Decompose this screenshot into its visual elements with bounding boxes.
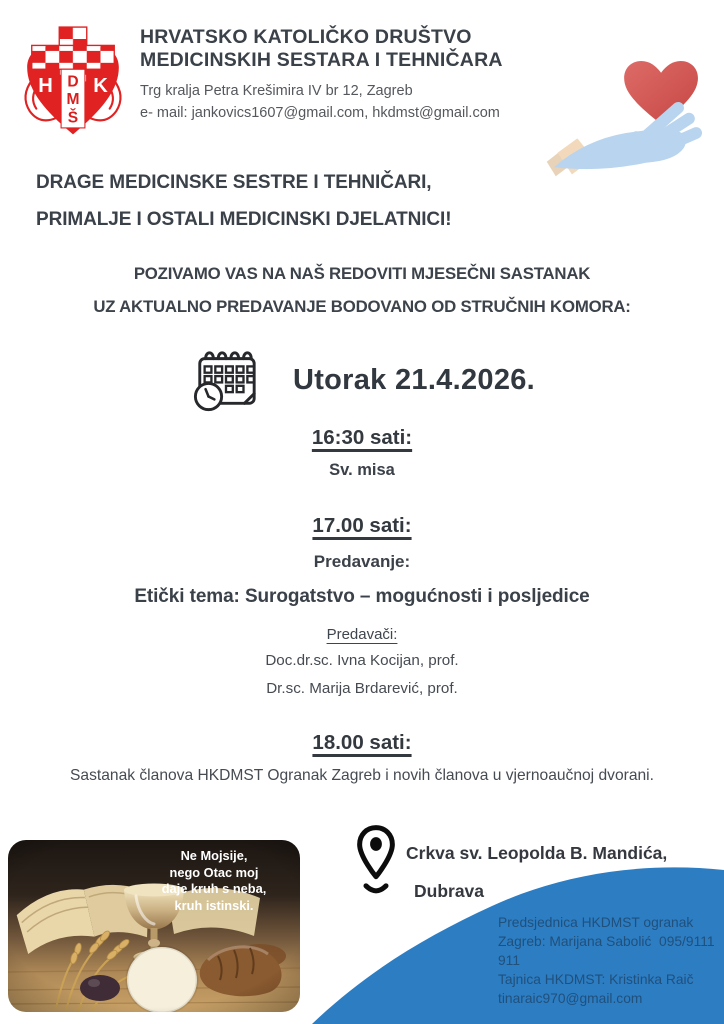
speakers-label: Predavači: <box>326 626 398 643</box>
invite-line1: POZIVAMO VAS NA NAŠ REDOVITI MJESEČNI SASTANAK <box>133 264 591 283</box>
org-email: e- mail: jankovics1607@gmail.com, hkdmst@gmail.com <box>140 105 500 121</box>
header-block <box>140 26 503 121</box>
greeting-line1: DRAGE MEDICINSKE SESTRE I TEHNIČARI, <box>36 172 432 193</box>
schedule-time-1700: 17.00 sati: <box>312 514 412 537</box>
location-pin-icon <box>356 820 396 908</box>
contact-secretary: Tajnica HKDMST: Kristinka Raič <box>498 972 694 987</box>
event-date-row <box>0 346 724 414</box>
org-address: Trg kralja Petra Krešimira IV br 12, Zagreb <box>140 83 413 99</box>
glove-fingers <box>637 108 696 148</box>
quote-line2: nego Otac moj <box>169 864 259 880</box>
quote-line4: kruh istinski. <box>174 897 254 913</box>
lecture-label: Predavanje: <box>313 552 411 571</box>
logo-letter-d: D <box>67 73 79 91</box>
logo-letter-k: K <box>93 75 108 98</box>
lecture-topic: Etički tema: Surogatstvo – mogućnosti i posljedice <box>134 586 590 607</box>
scripture-quote <box>136 848 292 914</box>
calendar-clock-icon <box>189 346 263 414</box>
eucharist-photo <box>8 840 300 1012</box>
contact-president-role: Predsjednica HKDMST ogranak <box>498 915 694 930</box>
logo-letter-h: H <box>38 75 53 98</box>
schedule-time-1630: 16:30 sati: <box>311 426 413 449</box>
meeting-description: Sastanak članova HKDMST Ogranak Zagreb i novih članova u vjernoaučnoj dvorani. <box>70 767 654 784</box>
logo-letter-m: M <box>66 91 80 109</box>
contact-president-name-phone: Zagreb: Marijana Sabolić 095/9111 <box>498 934 715 949</box>
schedule-time-1800: 18.00 sati: <box>312 731 412 754</box>
invite-line2: UZ AKTUALNO PREDAVANJE BODOVANO OD STRUČNIH KOMORA: <box>93 297 631 316</box>
org-name-line1: HRVATSKO KATOLIČKO DRUŠTVO <box>140 26 472 48</box>
location-line2: Dubrava <box>414 881 485 901</box>
logo-cross-horizontal <box>32 45 115 69</box>
schedule-mass: Sv. misa <box>329 461 395 479</box>
quote-line3: daje kruh s neba, <box>161 881 267 896</box>
speaker-1: Doc.dr.sc. Ivna Kocijan, prof. <box>265 652 459 669</box>
quote-line1: Ne Mojsije, <box>180 848 248 863</box>
contact-secretary-email: tinaraic970@gmail.com <box>498 991 643 1006</box>
event-date: Utorak 21.4.2026. <box>292 363 536 396</box>
location-line1: Crkva sv. Leopolda B. Mandića, <box>406 843 668 863</box>
logo-letter-s: Š <box>67 109 79 127</box>
hkdms-logo-icon <box>18 24 128 142</box>
contact-block <box>498 913 716 1008</box>
contact-phone-cont: 911 <box>498 953 520 968</box>
org-name-line2: MEDICINSKIH SESTARA I TEHNIČARA <box>140 49 503 71</box>
gloved-hand-holding-heart-illustration <box>540 52 720 187</box>
speaker-2: Dr.sc. Marija Brdarević, prof. <box>266 680 458 697</box>
greeting-line2: PRIMALJE I OSTALI MEDICINSKI DJELATNICI! <box>36 209 452 230</box>
